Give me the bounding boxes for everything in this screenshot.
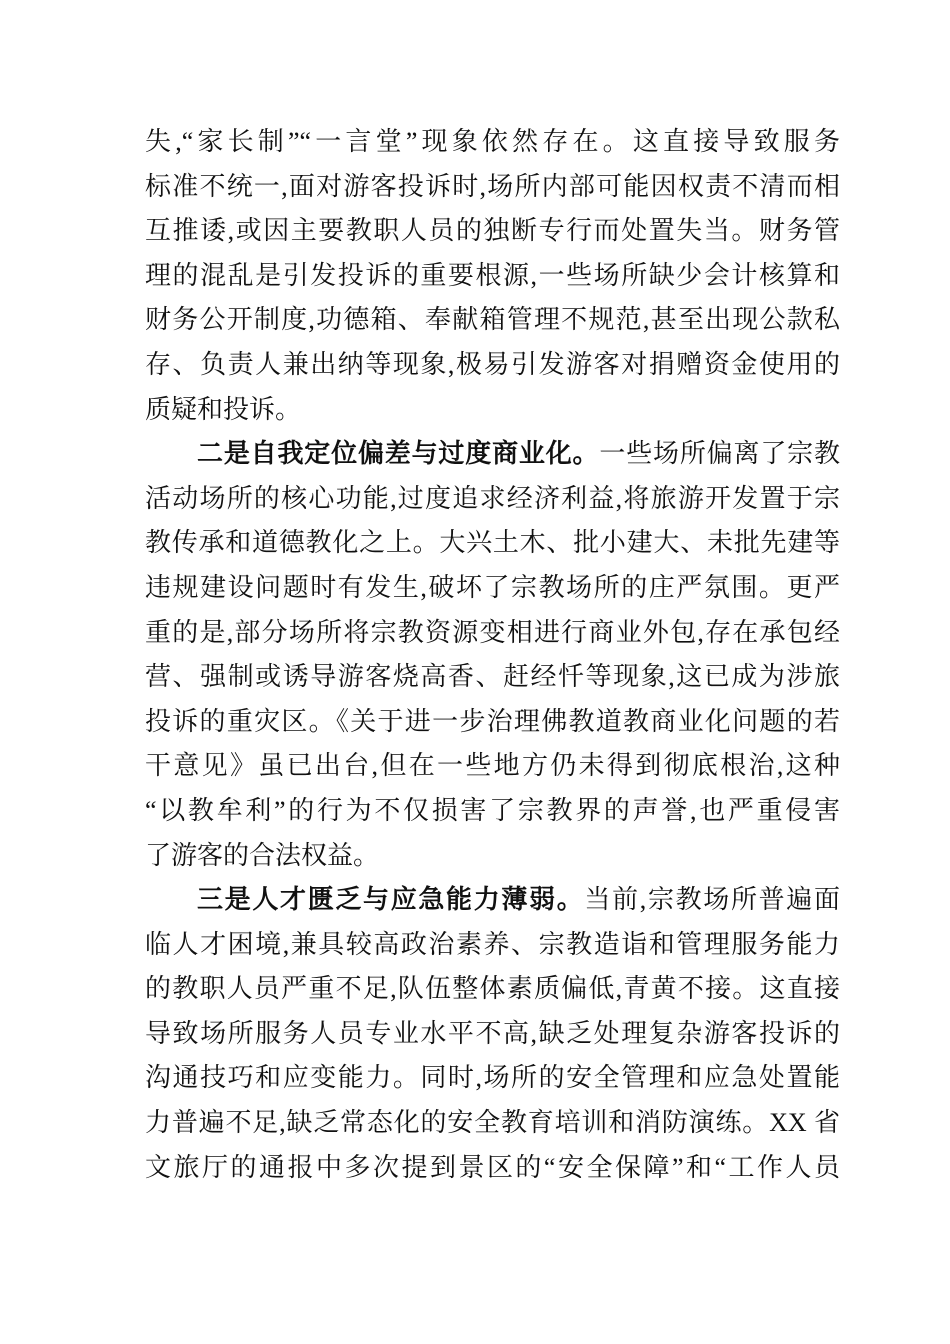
text-segment: 当前,宗教场所普遍面 — [584, 885, 840, 915]
text-line — [145, 388, 840, 433]
text-segment: 沟通技巧和应变能力。同时,场所的安全管理和应急处置能 — [145, 1063, 840, 1093]
text-line — [145, 611, 840, 656]
text-line — [145, 298, 840, 343]
text-segment: 营、强制或诱导游客烧高香、赶经忏等现象,这已成为涉旅 — [145, 662, 840, 692]
text-segment: 一些场所偏离了宗教 — [599, 439, 840, 469]
text-segment: 投诉的重灾区。《关于进一步治理佛教道教商业化问题的若 — [145, 706, 840, 736]
text-segment: “以教牟利”的行为不仅损害了宗教界的声誉,也严重侵害 — [145, 795, 840, 825]
text-segment: 财务公开制度,功德箱、奉献箱管理不规范,甚至出现公款私 — [145, 305, 840, 335]
text-segment: 教传承和道德教化之上。大兴土木、批小建大、未批先建等 — [145, 528, 840, 558]
text-line — [145, 566, 840, 611]
text-line — [145, 789, 840, 834]
text-line — [145, 477, 840, 522]
text-line — [145, 878, 840, 923]
text-line — [145, 923, 840, 968]
text-line — [145, 254, 840, 299]
paragraph-lead-bold: 二是自我定位偏差与过度商业化。 — [197, 439, 600, 469]
text-segment: 力普遍不足,缺乏常态化的安全教育培训和消防演练。XX 省 — [145, 1108, 840, 1138]
text-segment: 失,“家长制”“一言堂”现象依然存在。这直接导致服务 — [145, 127, 840, 156]
text-segment: 质疑和投诉。 — [145, 394, 302, 424]
text-line — [145, 700, 840, 745]
text-segment: 重的是,部分场所将宗教资源变相进行商业外包,存在承包经 — [145, 617, 840, 647]
document-text-block — [145, 120, 840, 1190]
text-line — [145, 521, 840, 566]
text-segment: 存、负责人兼出纳等现象,极易引发游客对捐赠资金使用的 — [145, 349, 840, 379]
paragraph-lead-bold: 三是人才匮乏与应急能力薄弱。 — [197, 885, 585, 915]
text-segment: 了游客的合法权益。 — [145, 840, 380, 870]
text-line — [145, 209, 840, 254]
text-segment: 的教职人员严重不足,队伍整体素质偏低,青黄不接。这直接 — [145, 974, 840, 1004]
text-segment: 违规建设问题时有发生,破坏了宗教场所的庄严氛围。更严 — [145, 572, 840, 602]
text-line — [145, 967, 840, 1012]
text-line — [145, 432, 840, 477]
text-segment: 理的混乱是引发投诉的重要根源,一些场所缺少会计核算和 — [145, 260, 840, 290]
text-line — [145, 120, 840, 165]
text-line — [145, 744, 840, 789]
text-line — [145, 343, 840, 388]
text-segment: 干意见》虽已出台,但在一些地方仍未得到彻底根治,这种 — [145, 751, 840, 781]
text-segment: 临人才困境,兼具较高政治素养、宗教造诣和管理服务能力 — [145, 929, 840, 959]
text-line — [145, 1056, 840, 1101]
text-line — [145, 165, 840, 210]
text-segment: 活动场所的核心功能,过度追求经济利益,将旅游开发置于宗 — [145, 483, 840, 513]
text-segment: 文旅厅的通报中多次提到景区的“安全保障”和“工作人员 — [145, 1152, 840, 1182]
text-line — [145, 1012, 840, 1057]
text-line — [145, 1101, 840, 1146]
text-segment: 标准不统一,面对游客投诉时,场所内部可能因权责不清而相 — [145, 171, 840, 201]
text-segment: 互推诿,或因主要教职人员的独断专行而处置失当。财务管 — [145, 216, 840, 246]
text-segment: 导致场所服务人员专业水平不高,缺乏处理复杂游客投诉的 — [145, 1018, 840, 1048]
text-line — [145, 1146, 840, 1191]
text-line — [145, 834, 840, 879]
text-line — [145, 655, 840, 700]
